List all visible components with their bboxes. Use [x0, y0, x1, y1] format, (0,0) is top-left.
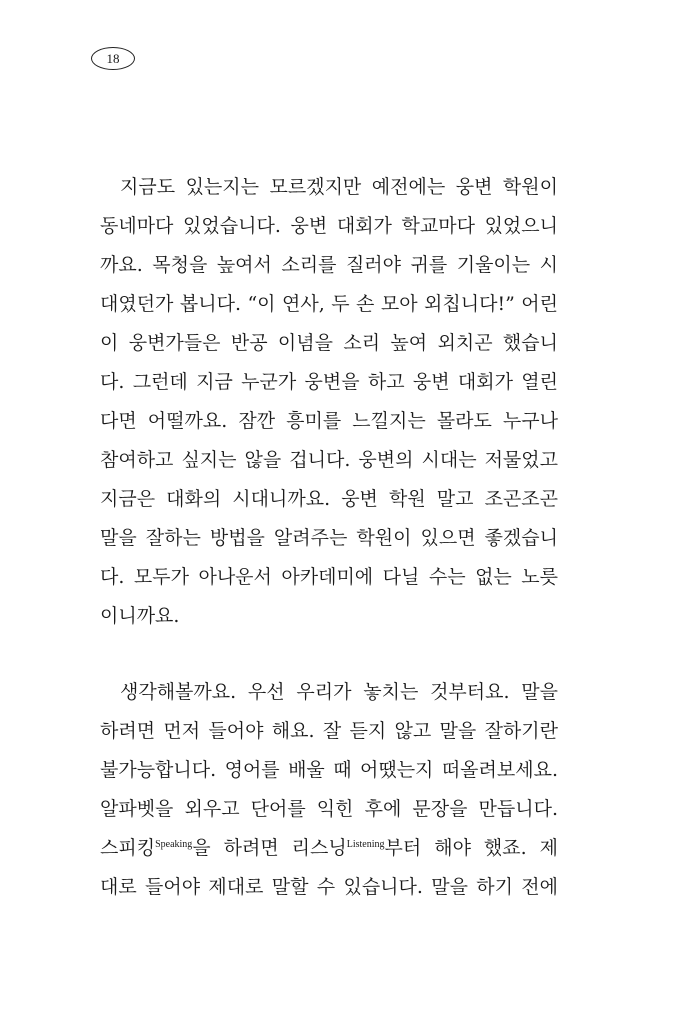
text-line: 불가능합니다. 영어를 배울 때 어땠는지 떠올려보세요. — [100, 759, 558, 781]
page-number: 18 — [91, 47, 135, 70]
text-line: 다면 어떨까요. 잠깐 흥미를 느낄지는 몰라도 누구나 — [100, 410, 558, 432]
text: 부터 해야 했죠. 제 — [384, 837, 558, 859]
text-line: 말을 잘하는 방법을 알려주는 학원이 있으면 좋겠습니 — [100, 527, 558, 549]
text-line — [100, 829, 558, 868]
text-line: 하려면 먼저 들어야 해요. 잘 듣지 않고 말을 잘하기란 — [100, 720, 558, 742]
text-line: 생각해볼까요. 우선 우리가 놓치는 것부터요. 말을 — [120, 681, 558, 703]
text: 을 하려면 리스닝 — [192, 837, 347, 859]
text-line: 알파벳을 외우고 단어를 익힌 후에 문장을 만듭니다. — [100, 798, 558, 820]
text-line: 이 웅변가들은 반공 이념을 소리 높여 외치곤 했습니 — [100, 332, 558, 354]
text-line: 다. 모두가 아나운서 아카데미에 다닐 수는 없는 노릇 — [100, 566, 558, 588]
text-line: 다. 그런데 지금 누군가 웅변을 하고 웅변 대회가 열린 — [100, 371, 558, 393]
text-line: 까요. 목청을 높여서 소리를 질러야 귀를 기울이는 시 — [100, 254, 558, 276]
text-line: 지금은 대화의 시대니까요. 웅변 학원 말고 조곤조곤 — [100, 488, 558, 510]
english-gloss: Listening — [346, 839, 385, 850]
text-line: 대로 들어야 제대로 말할 수 있습니다. 말을 하기 전에 — [100, 876, 558, 898]
text-line: 대였던가 봅니다. “이 연사, 두 손 모아 외칩니다!” 어린 — [100, 293, 558, 315]
english-gloss: Speaking — [155, 839, 193, 850]
text: 스피킹 — [100, 837, 156, 859]
paragraph-1 — [100, 168, 558, 636]
text-line: 이니까요. — [100, 605, 180, 627]
text-line: 참여하고 싶지는 않을 겁니다. 웅변의 시대는 저물었고 — [100, 449, 558, 471]
text-line: 동네마다 있었습니다. 웅변 대회가 학교마다 있었으니 — [100, 215, 558, 237]
paragraph-2 — [100, 673, 558, 907]
text-line: 지금도 있는지는 모르겠지만 예전에는 웅변 학원이 — [120, 176, 558, 198]
